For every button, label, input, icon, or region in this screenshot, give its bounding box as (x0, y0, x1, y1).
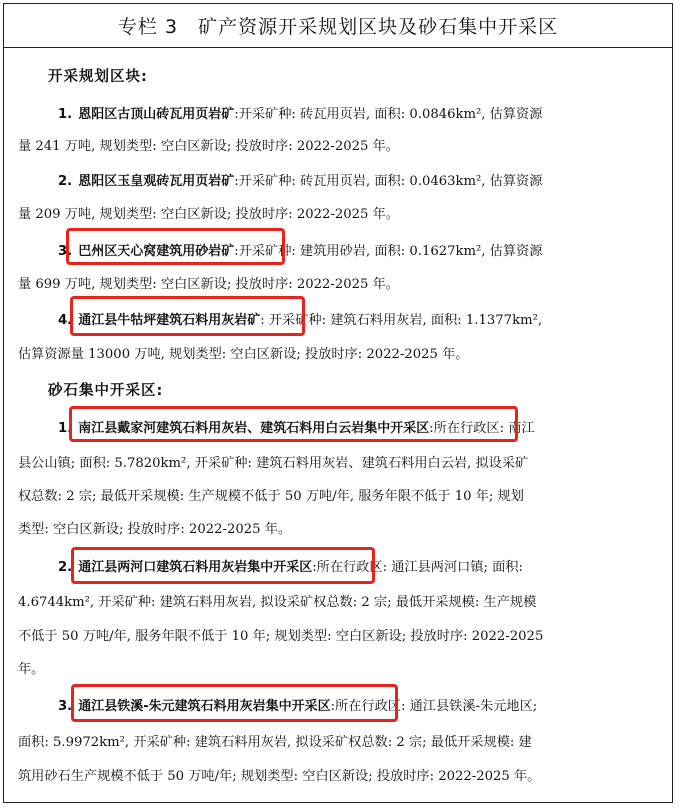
section-heading-sand-gravel-zones: 砂石集中开采区: (48, 383, 164, 399)
item-name: 通江县两河口建筑石料用灰岩集中开采区 (78, 560, 313, 575)
item-text: :所在行政区: 通江县两河口镇; 面积: (312, 560, 523, 575)
item-number: 3. (58, 244, 73, 259)
highlight-box-bazhou-tianxinwo (66, 228, 285, 265)
highlight-box-tongjiang-tiexi-zhuyuan (71, 684, 398, 722)
box-title-text: 矿产资源开采规划区块及砂石集中开采区 (198, 16, 559, 38)
highlight-box-tongjiang-lianghekou (71, 547, 375, 584)
item-name: 通江县铁溪-朱元建筑石料用灰岩集中开采区 (78, 699, 331, 714)
item-text: :开采矿种: 砖瓦用页岩, 面积: 0.0463km², 估算资源 (234, 174, 543, 189)
item-name: 南江县戴家河建筑石料用灰岩、建筑石料用白云岩集中开采区 (78, 421, 430, 436)
item-text-line: 县公山镇; 面积: 5.7820km², 开采矿种: 建筑石料用灰岩、建筑石料用白云岩, 拟设采矿 (18, 456, 529, 471)
box-title (4, 4, 672, 48)
item-text-line: 量 699 万吨, 规划类型: 空白区新设; 投放时序: 2022-2025 年。 (18, 277, 399, 292)
item-text-line: 权总数: 2 宗; 最低开采规模: 生产规模不低于 50 万吨/年, 服务年限不低于 10 年; 规划 (18, 489, 524, 504)
item-text: :开采矿种: 砖瓦用页岩, 面积: 0.0846km², 估算资源 (234, 107, 543, 122)
item-number: 3. (58, 699, 73, 714)
item-text-line: 估算资源量 13000 万吨, 规划类型: 空白区新设; 投放时序: 2022-2025 年。 (18, 347, 469, 362)
feature-box (3, 3, 673, 803)
list-item (58, 100, 660, 130)
item-number: 1. (58, 421, 73, 436)
section-heading-mining-blocks: 开采规划区块: (48, 69, 148, 85)
item-text-line: 量 241 万吨, 规划类型: 空白区新设; 投放时序: 2022-2025 年。 (18, 139, 399, 154)
item-name: 恩阳区玉皇观砖瓦用页岩矿 (78, 174, 235, 189)
item-text: :所在行政区: 通江县铁溪-朱元地区; (330, 699, 538, 714)
item-name: 恩阳区古顶山砖瓦用页岩矿 (78, 107, 235, 122)
item-number: 1. (58, 107, 73, 122)
item-text: :所在行政区: 南江 (429, 421, 535, 436)
item-text: :开采矿种: 建筑用砂岩, 面积: 0.1627km², 估算资源 (234, 244, 543, 259)
item-text-line: 不低于 50 万吨/年, 服务年限不低于 10 年; 规划类型: 空白区新设; 投放时序: 2022-2025 (18, 629, 544, 644)
box-label: 专栏 3 (117, 16, 179, 38)
item-text-line: 年。 (18, 662, 45, 677)
item-text-line: 4.6744km², 开采矿种: 建筑石料用灰岩, 拟设采矿权总数: 2 宗; 最低开采规模: 生产规模 (18, 595, 537, 610)
item-text-line: 量 209 万吨, 规划类型: 空白区新设; 投放时序: 2022-2025 年。 (18, 207, 399, 222)
item-name: 巴州区天心窝建筑用砂岩矿 (78, 244, 235, 259)
list-item (58, 167, 660, 197)
item-number: 2. (58, 560, 73, 575)
item-text-line: 面积: 5.9972km², 开采矿种: 建筑石料用灰岩, 拟设采矿权总数: 2 宗; 最低开采规模: 建 (18, 735, 532, 750)
item-text-line: 筑用砂石生产规模不低于 50 万吨/年; 规划类型: 空白区新设; 投放时序: 2022-2025 年。 (18, 769, 541, 784)
item-number: 2. (58, 174, 73, 189)
item-number: 4. (58, 313, 73, 328)
item-name: 通江县牛牯坪建筑石料用灰岩矿 (78, 313, 261, 328)
highlight-box-tongjiang-niuguping (70, 296, 305, 336)
item-text: : 开采矿种: 建筑石料用灰岩, 面积: 1.1377km², (260, 313, 543, 328)
item-text-line: 类型: 空白区新设; 投放时序: 2022-2025 年。 (18, 522, 292, 537)
highlight-box-nanjiang-daijiahe (69, 406, 518, 442)
